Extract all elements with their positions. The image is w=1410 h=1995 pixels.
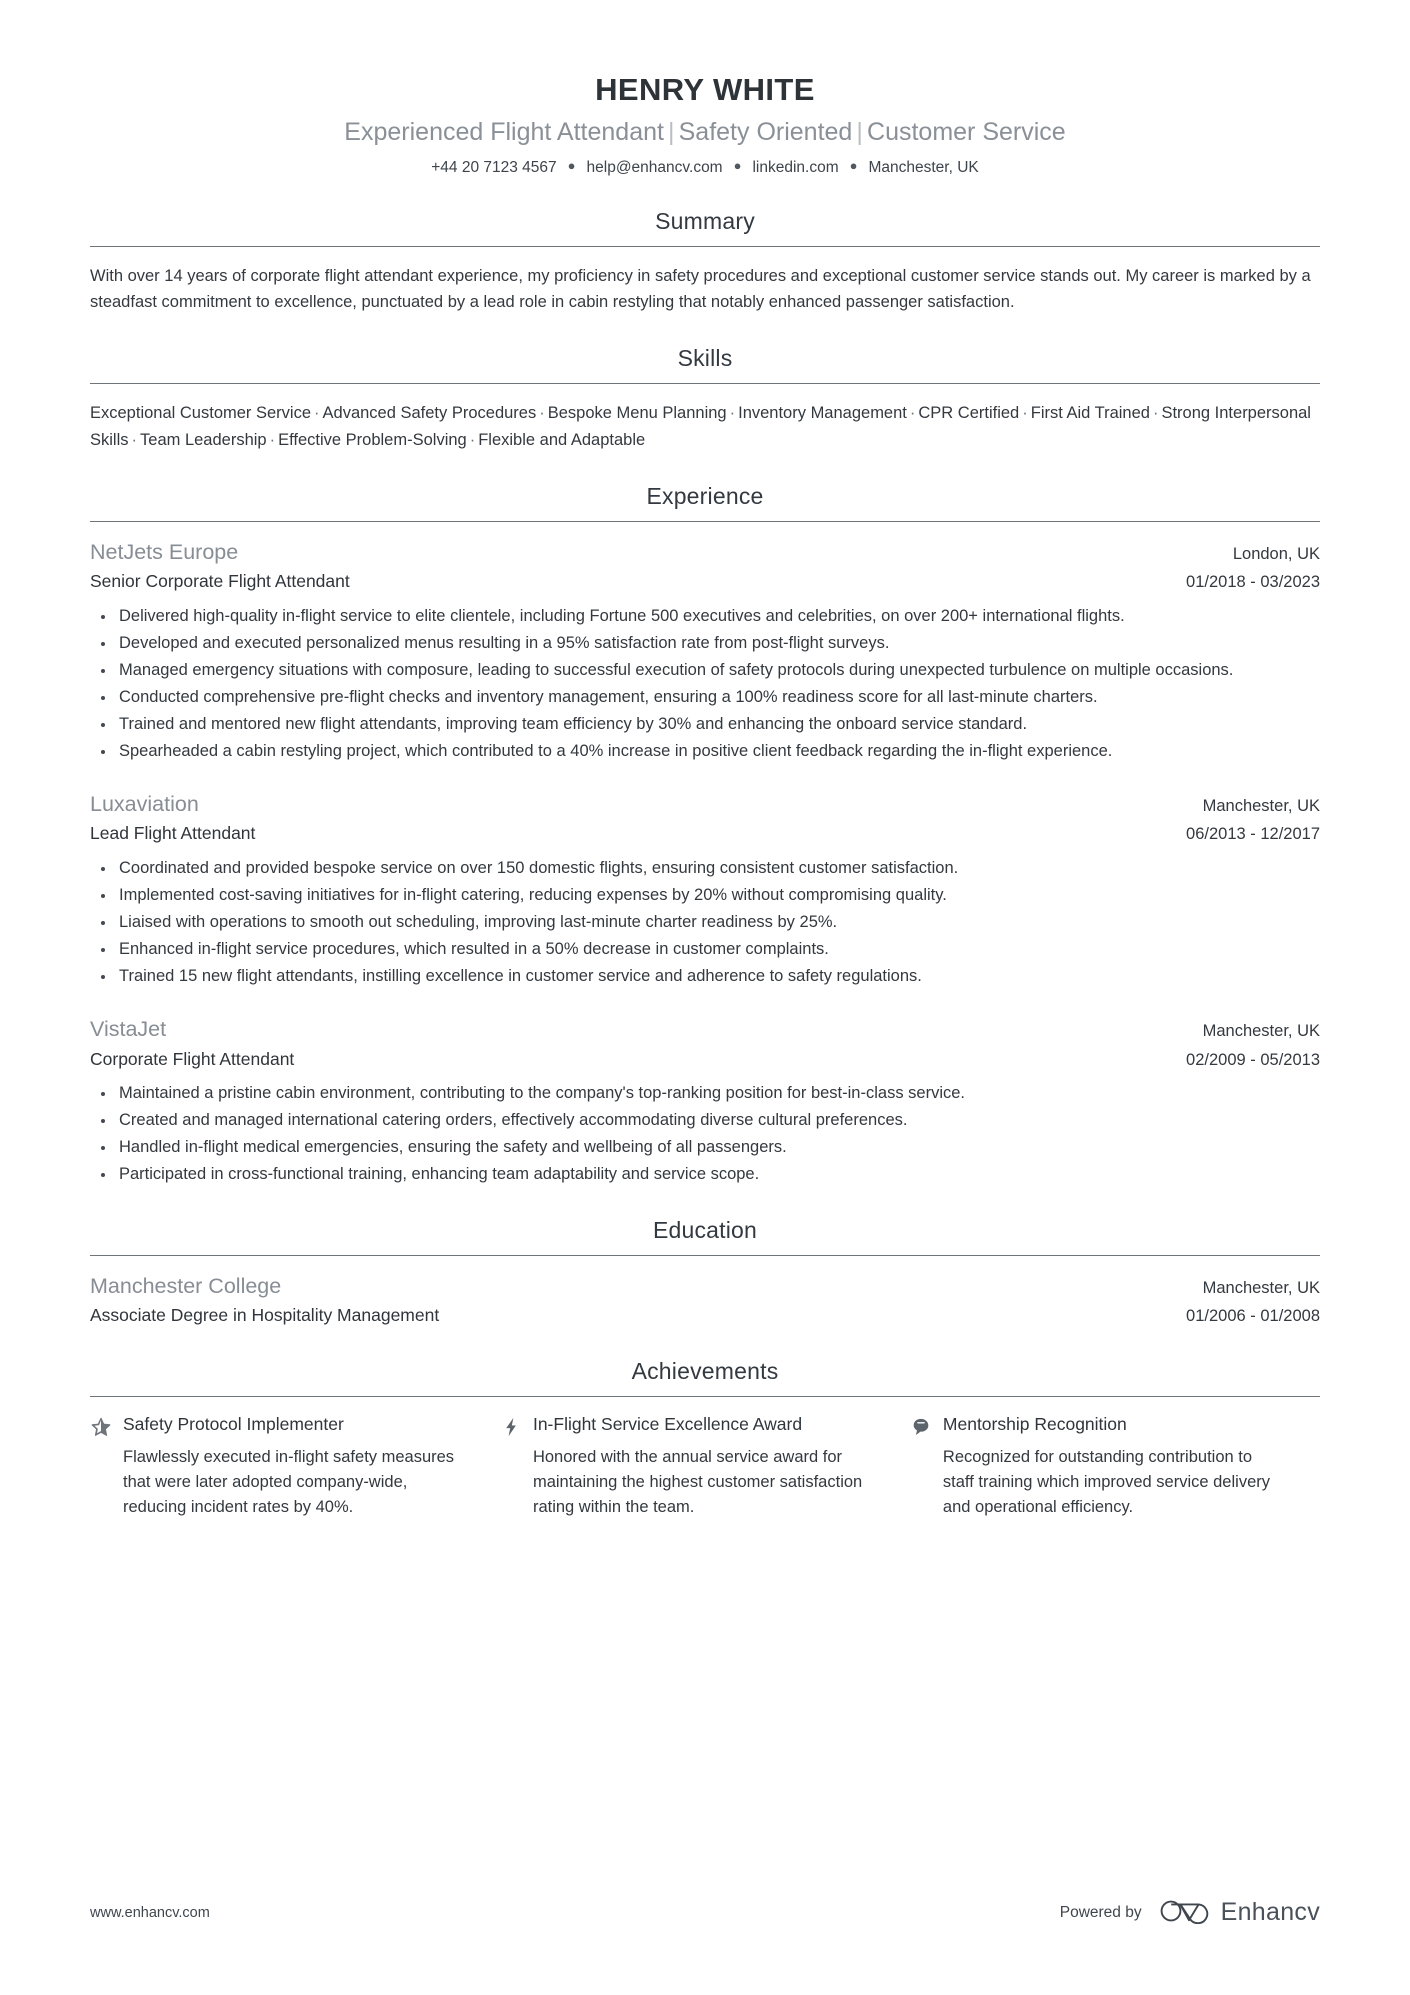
section-title-education: Education xyxy=(652,1217,758,1244)
achievement-item xyxy=(500,1413,910,1519)
lightning-bolt-icon xyxy=(500,1415,522,1439)
experience-bullet-list xyxy=(90,1081,1320,1187)
achievement-description: Flawlessly executed in-flight safety measures that were later adopted company-wide, reducing incident rates by 40%. xyxy=(123,1448,455,1516)
skill-item: Inventory Management xyxy=(738,403,907,422)
experience-organization: VistaJet xyxy=(90,1017,167,1042)
education-entry xyxy=(90,1272,1320,1328)
experience-bullet: Trained 15 new flight attendants, instilling excellence in customer service and adherence to safety regulations. xyxy=(90,964,1320,989)
achievement-description: Recognized for outstanding contribution to staff training which improved service delivery and operational efficiency. xyxy=(942,1448,1270,1516)
skill-item: Effective Problem-Solving xyxy=(278,430,467,449)
experience-bullet: Managed emergency situations with composure, leading to successful execution of safety protocols during unexpected turbulence on multiple occasions. xyxy=(90,658,1320,683)
resume-header xyxy=(90,0,1320,178)
experience-entry-subheader xyxy=(90,822,1320,846)
experience-bullet: Coordinated and provided bespoke service on over 150 domestic flights, ensuring consistent customer satisfaction. xyxy=(90,856,1320,881)
achievement-item xyxy=(90,1413,500,1519)
experience-bullet: Created and managed international catering orders, effectively accommodating diverse cultural preferences. xyxy=(90,1108,1320,1133)
skill-separator: · xyxy=(269,430,276,449)
section-skills xyxy=(90,345,1320,453)
experience-entry xyxy=(90,1015,1320,1187)
speech-bubble-icon xyxy=(910,1415,932,1439)
summary-text: With over 14 years of corporate flight attendant experience, my proficiency in safety procedures and exceptional customer service stands out. My career is marked by a steadfast commitment to excellence, punctuated by a lead role in cabin restyling that notably enhanced passenger satisfaction. xyxy=(90,266,1311,311)
experience-entry xyxy=(90,790,1320,989)
powered-by-label: Powered by xyxy=(1059,1903,1142,1921)
section-achievements xyxy=(90,1358,1320,1519)
skill-item: Flexible and Adaptable xyxy=(478,430,646,449)
enhancv-wordmark: Enhancv xyxy=(1220,1898,1320,1926)
skill-separator: · xyxy=(1022,403,1028,422)
enhancv-brand xyxy=(1158,1896,1320,1929)
skill-item: Advanced Safety Procedures xyxy=(322,403,537,422)
footer-url[interactable]: www.enhancv.com xyxy=(90,1904,210,1921)
skill-separator: · xyxy=(539,403,545,422)
section-education xyxy=(90,1217,1320,1328)
experience-bullet: Maintained a pristine cabin environment, contributing to the company's top-ranking position for best-in-class service. xyxy=(90,1081,1320,1106)
education-entry-subheader xyxy=(90,1304,1320,1328)
experience-role: Lead Flight Attendant xyxy=(90,823,256,844)
skill-item: Team Leadership xyxy=(140,430,267,449)
headline-divider-2: | xyxy=(854,117,866,146)
contact-separator-3: ● xyxy=(849,157,858,173)
achievement-title: Safety Protocol Implementer xyxy=(123,1414,344,1435)
experience-bullet: Liaised with operations to smooth out scheduling, improving last-minute charter readiness by 25%. xyxy=(90,910,1320,935)
skill-item: First Aid Trained xyxy=(1030,403,1150,422)
experience-organization: NetJets Europe xyxy=(90,540,239,565)
achievement-item xyxy=(910,1413,1320,1519)
headline-part-3: Customer Service xyxy=(867,117,1066,146)
experience-entry-header xyxy=(90,790,1320,819)
achievement-description: Honored with the annual service award for maintaining the highest customer satisfaction rating within the team. xyxy=(532,1448,863,1516)
contact-phone: +44 20 7123 4567 xyxy=(431,158,557,176)
candidate-name: HENRY WHITE xyxy=(595,72,815,107)
experience-location: Manchester, UK xyxy=(1202,797,1320,816)
experience-organization: Luxaviation xyxy=(90,792,199,817)
skills-list xyxy=(90,400,1320,453)
education-dates: 01/2006 - 01/2008 xyxy=(1186,1307,1320,1326)
achievements-grid xyxy=(90,1397,1320,1519)
section-title-experience: Experience xyxy=(646,483,764,510)
headline-divider-1: | xyxy=(665,117,677,146)
experience-bullet-list xyxy=(90,856,1320,989)
summary-body xyxy=(90,247,1320,315)
achievement-header xyxy=(90,1413,462,1439)
experience-bullet: Enhanced in-flight service procedures, which resulted in a 50% decrease in customer complaints. xyxy=(90,937,1320,962)
contact-email[interactable]: help@enhancv.com xyxy=(586,158,723,176)
skill-separator: · xyxy=(1152,403,1159,422)
contact-separator-2: ● xyxy=(733,157,742,173)
skill-separator: · xyxy=(314,403,320,422)
education-body xyxy=(90,1256,1320,1328)
experience-location: London, UK xyxy=(1232,545,1320,564)
experience-dates: 01/2018 - 03/2023 xyxy=(1186,573,1320,592)
skill-separator: · xyxy=(469,430,476,449)
education-location: Manchester, UK xyxy=(1202,1279,1320,1298)
skill-item: CPR Certified xyxy=(918,403,1020,422)
skill-item: Strong Interpersonal Skills xyxy=(90,403,1311,449)
experience-entry-subheader xyxy=(90,570,1320,594)
achievement-header xyxy=(910,1413,1282,1439)
experience-entry-subheader xyxy=(90,1048,1320,1072)
experience-location: Manchester, UK xyxy=(1202,1022,1320,1041)
experience-bullet: Handled in-flight medical emergencies, ensuring the safety and wellbeing of all passengers. xyxy=(90,1135,1320,1160)
education-entry-header xyxy=(90,1272,1320,1301)
experience-entry-header xyxy=(90,538,1320,567)
experience-bullet: Implemented cost-saving initiatives for in-flight catering, reducing expenses by 20% without compromising quality. xyxy=(90,883,1320,908)
experience-bullet: Conducted comprehensive pre-flight checks and inventory management, ensuring a 100% readiness score for all last-minute charters. xyxy=(90,685,1320,710)
experience-bullet-list xyxy=(90,604,1320,764)
contact-line xyxy=(90,158,1320,178)
footer-branding xyxy=(1060,1896,1320,1929)
skill-item: Bespoke Menu Planning xyxy=(547,403,727,422)
section-experience xyxy=(90,483,1320,1187)
contact-linkedin[interactable]: linkedin.com xyxy=(752,158,839,176)
section-title-summary: Summary xyxy=(655,207,755,234)
achievement-title: In-Flight Service Excellence Award xyxy=(532,1414,803,1435)
experience-bullet: Delivered high-quality in-flight service to elite clientele, including Fortune 500 executives and celebrities, on over 200+ international flights. xyxy=(90,604,1320,629)
experience-bullet: Spearheaded a cabin restyling project, which contributed to a 40% increase in positive client feedback regarding the in-flight experience. xyxy=(90,739,1320,764)
enhancv-logo-icon xyxy=(1158,1896,1210,1929)
skill-separator: · xyxy=(729,403,736,422)
experience-bullet: Participated in cross-functional training, enhancing team adaptability and service scope. xyxy=(90,1162,1320,1187)
skills-body xyxy=(90,384,1320,453)
experience-body xyxy=(90,522,1320,1187)
experience-entry xyxy=(90,538,1320,764)
achievement-title: Mentorship Recognition xyxy=(942,1414,1127,1435)
star-icon xyxy=(90,1415,112,1439)
contact-location: Manchester, UK xyxy=(868,158,979,176)
skill-separator: · xyxy=(909,403,916,422)
candidate-headline xyxy=(90,117,1320,147)
resume-footer xyxy=(90,1896,1320,1929)
section-title-achievements: Achievements xyxy=(631,1358,779,1385)
experience-dates: 06/2013 - 12/2017 xyxy=(1186,825,1320,844)
achievement-header xyxy=(500,1413,872,1439)
headline-part-1: Experienced Flight Attendant xyxy=(344,117,664,146)
skill-item: Exceptional Customer Service xyxy=(90,403,312,422)
experience-bullet: Trained and mentored new flight attendants, improving team efficiency by 30% and enhancing the onboard service standard. xyxy=(90,712,1320,737)
experience-role: Senior Corporate Flight Attendant xyxy=(90,571,350,592)
skill-separator: · xyxy=(131,430,138,449)
section-summary xyxy=(90,208,1320,315)
headline-part-2: Safety Oriented xyxy=(678,117,853,146)
education-role: Associate Degree in Hospitality Management xyxy=(90,1305,440,1326)
experience-role: Corporate Flight Attendant xyxy=(90,1048,295,1069)
contact-separator-1: ● xyxy=(567,157,576,173)
experience-entry-header xyxy=(90,1015,1320,1044)
experience-bullet: Developed and executed personalized menus resulting in a 95% satisfaction rate from post-flight surveys. xyxy=(90,631,1320,656)
section-title-skills: Skills xyxy=(677,344,733,371)
experience-dates: 02/2009 - 05/2013 xyxy=(1186,1050,1320,1069)
education-organization: Manchester College xyxy=(90,1274,282,1299)
